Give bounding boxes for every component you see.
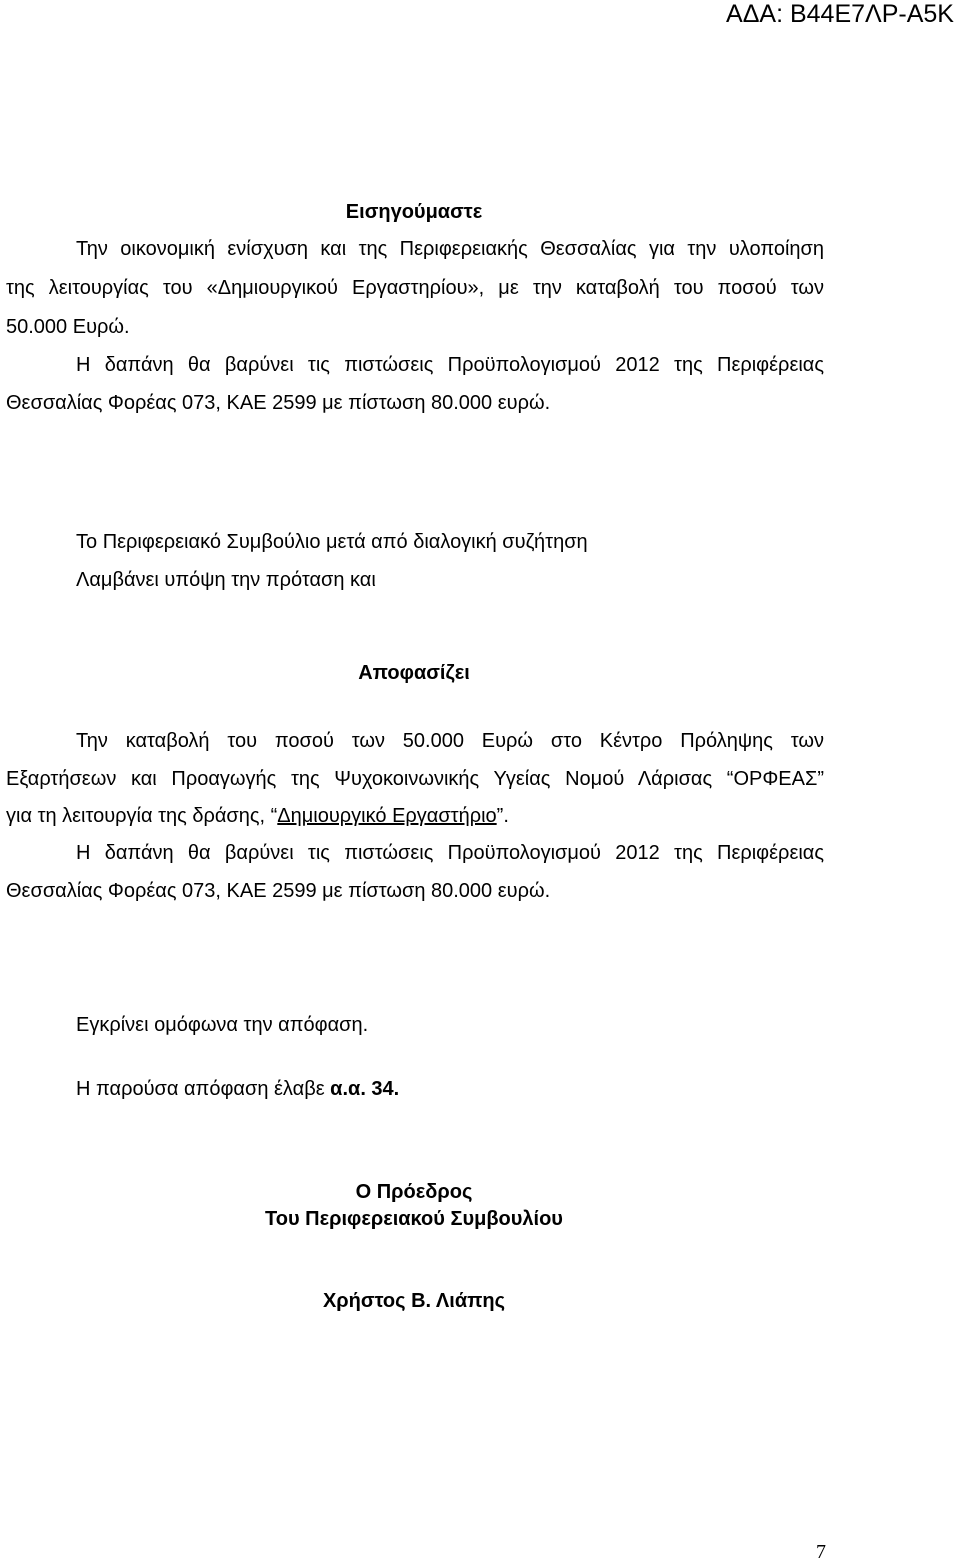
decision-number-prefix: Η παρούσα απόφαση έλαβε xyxy=(76,1078,331,1100)
decision-text-line: Εξαρτήσεων και Προαγωγής της Ψυχοκοινωνικής Υγείας Νομού Λάρισας “ΟΡΦΕΑΣ” xyxy=(6,768,824,790)
proposal-text-line: Η δαπάνη θα βαρύνει τις πιστώσεις Προϋπολογισμού 2012 της Περιφέρειας xyxy=(76,354,824,376)
council-text-line: Το Περιφερειακό Συμβούλιο μετά από διαλογική συζήτηση xyxy=(76,531,588,553)
decision-number-line xyxy=(76,1077,399,1101)
decision-text-suffix: ”. xyxy=(496,805,509,827)
proposal-text-line: της λειτουργίας του «Δημιουργικού Εργαστηρίου», με την καταβολή του ποσού των xyxy=(6,277,824,299)
proposal-text-line: Θεσσαλίας Φορέας 073, ΚΑΕ 2599 με πίστωση 80.000 ευρώ. xyxy=(6,392,551,414)
signature-title: Ο Πρόεδρος xyxy=(355,1181,473,1203)
workshop-name: Δημιουργικό Εργαστήριο xyxy=(277,805,497,827)
decision-text-prefix: για τη λειτουργία της δράσης, “ xyxy=(6,805,278,827)
proposal-text-line: Την οικονομική ενίσχυση και της Περιφερειακής Θεσσαλίας για την υλοποίηση xyxy=(76,238,824,260)
decision-text-line: Την καταβολή του ποσού των 50.000 Ευρώ στο Κέντρο Πρόληψης των xyxy=(76,730,824,752)
decision-text-line: Η δαπάνη θα βαρύνει τις πιστώσεις Προϋπολογισμού 2012 της Περιφέρειας xyxy=(76,842,824,864)
decision-text-line: Θεσσαλίας Φορέας 073, ΚΑΕ 2599 με πίστωση 80.000 ευρώ. xyxy=(6,880,551,902)
signatory-name: Χρήστος Β. Λιάπης xyxy=(322,1290,506,1312)
proposal-heading: Εισηγούμαστε xyxy=(345,201,483,223)
ada-code: ΑΔΑ: Β44Ε7ΛΡ-Α5Κ xyxy=(726,0,954,28)
signature-title-council: Του Περιφερειακού Συμβουλίου xyxy=(265,1208,563,1230)
decision-text-line xyxy=(6,804,509,828)
approval-text: Εγκρίνει ομόφωνα την απόφαση. xyxy=(76,1014,369,1036)
council-text-line: Λαμβάνει υπόψη την πρόταση και xyxy=(76,569,376,591)
proposal-text-line: 50.000 Ευρώ. xyxy=(6,316,130,338)
page-number: 7 xyxy=(816,1541,826,1563)
decision-number: α.α. 34. xyxy=(330,1078,400,1100)
decision-heading: Αποφασίζει xyxy=(358,662,470,684)
